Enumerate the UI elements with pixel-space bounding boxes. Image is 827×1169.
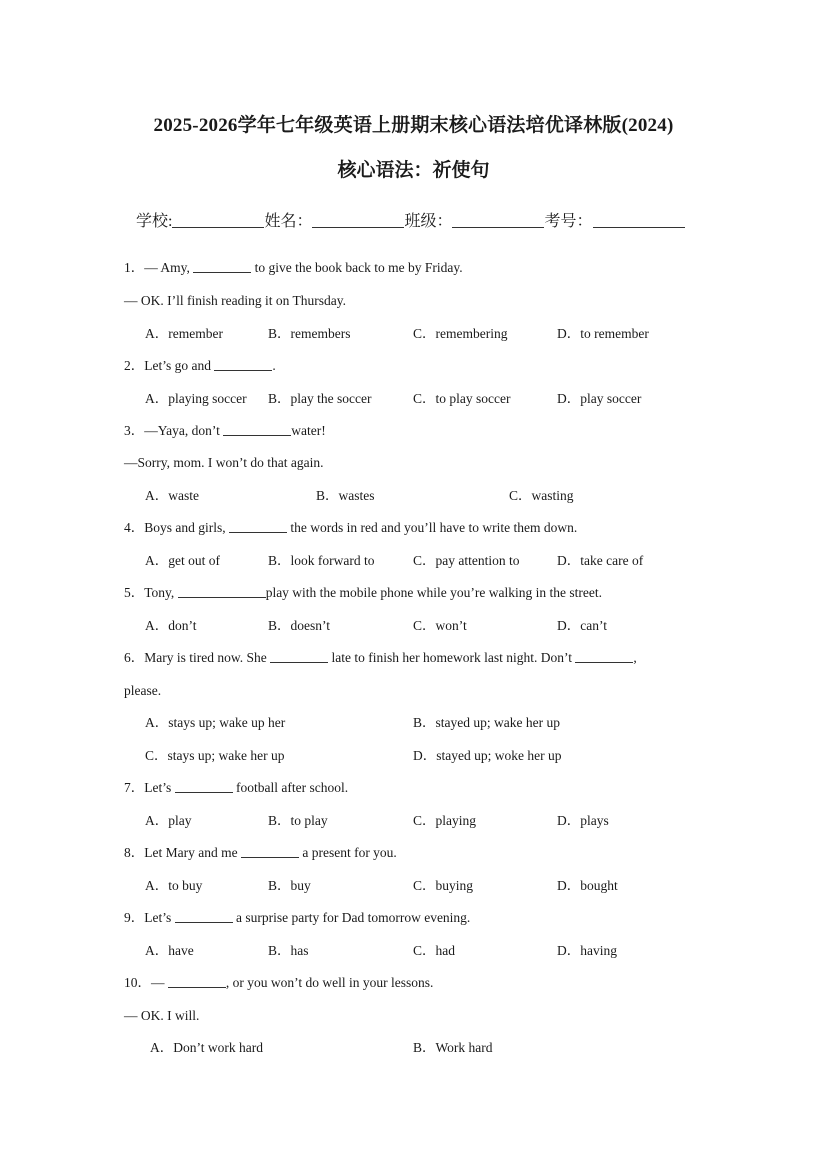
question-4-option-d[interactable]: D．take care of xyxy=(557,553,644,568)
question-6-option-a[interactable]: A．stays up; wake up her xyxy=(145,715,286,730)
question-6-stem-continued: please. xyxy=(124,683,162,698)
question-5-option-b[interactable]: B．doesn’t xyxy=(268,618,331,633)
question-4-option-a[interactable]: A．get out of xyxy=(145,553,220,568)
question-6-option-d[interactable]: D．stayed up; woke her up xyxy=(413,748,562,763)
question-1-option-d[interactable]: D．to remember xyxy=(557,326,649,341)
question-10-option-b[interactable]: B．Work hard xyxy=(413,1040,493,1055)
question-5-option-c[interactable]: C．won’t xyxy=(413,618,467,633)
answer-blank[interactable] xyxy=(175,780,233,793)
answer-blank[interactable] xyxy=(229,520,287,533)
question-5-option-a[interactable]: A．don’t xyxy=(145,618,197,633)
question-7-option-b[interactable]: B．to play xyxy=(268,813,328,828)
student-info-row xyxy=(136,208,685,231)
question-9-stem: 9．Let’s a surprise party for Dad tomorrow evening. xyxy=(124,910,471,925)
page-title: 2025-2026学年七年级英语上册期末核心语法培优译林版(2024) xyxy=(153,115,674,136)
question-10-option-a[interactable]: A．Don’t work hard xyxy=(150,1040,263,1055)
question-7-option-c[interactable]: C．playing xyxy=(413,813,476,828)
question-9-option-a[interactable]: A．have xyxy=(145,943,194,958)
question-3-option-b[interactable]: B．wastes xyxy=(316,488,375,503)
answer-blank[interactable] xyxy=(223,423,291,436)
question-8-option-b[interactable]: B．buy xyxy=(268,878,311,893)
question-3-stem: 3．—Yaya, don’t water! xyxy=(124,423,326,438)
question-3-option-c[interactable]: C．wasting xyxy=(509,488,574,503)
question-1-option-a[interactable]: A．remember xyxy=(145,326,223,341)
school-blank[interactable] xyxy=(172,211,264,228)
question-6-stem: 6．Mary is tired now. She late to finish her homework last night. Don’t , xyxy=(124,650,637,665)
question-4-stem: 4．Boys and girls, the words in red and you’ll have to write them down. xyxy=(124,520,578,535)
school-label: 学校: xyxy=(136,213,173,230)
question-8-stem: 8．Let Mary and me a present for you. xyxy=(124,845,397,860)
exam-no-label: 考号： xyxy=(544,213,593,230)
question-5-option-d[interactable]: D．can’t xyxy=(557,618,607,633)
question-1-stem: 1．— Amy, to give the book back to me by Friday. xyxy=(124,260,463,275)
question-2-option-c[interactable]: C．to play soccer xyxy=(413,391,511,406)
question-3-reply: —Sorry, mom. I won’t do that again. xyxy=(124,455,324,470)
page-subtitle: 核心语法：祈使句 xyxy=(337,160,490,181)
question-4-option-c[interactable]: C．pay attention to xyxy=(413,553,520,568)
question-9-option-c[interactable]: C．had xyxy=(413,943,455,958)
question-9-option-b[interactable]: B．has xyxy=(268,943,309,958)
question-2-option-d[interactable]: D．play soccer xyxy=(557,391,642,406)
question-7-option-d[interactable]: D．plays xyxy=(557,813,609,828)
answer-blank[interactable] xyxy=(270,650,328,663)
question-7-option-a[interactable]: A．play xyxy=(145,813,192,828)
question-7-stem: 7．Let’s football after school. xyxy=(124,780,349,795)
question-5-stem: 5．Tony, play with the mobile phone while you’re walking in the street. xyxy=(124,585,602,600)
question-3-option-a[interactable]: A．waste xyxy=(145,488,199,503)
question-8-option-a[interactable]: A．to buy xyxy=(145,878,203,893)
answer-blank[interactable] xyxy=(241,845,299,858)
answer-blank[interactable] xyxy=(214,358,272,371)
exam-no-blank[interactable] xyxy=(593,211,685,228)
name-blank[interactable] xyxy=(312,211,404,228)
question-10-reply: — OK. I will. xyxy=(124,1008,200,1023)
question-10-stem: 10．— , or you won’t do well in your lessons. xyxy=(124,975,434,990)
class-label: 班级： xyxy=(404,213,453,230)
answer-blank[interactable] xyxy=(193,260,251,273)
question-8-option-c[interactable]: C．buying xyxy=(413,878,474,893)
question-6-option-c[interactable]: C．stays up; wake her up xyxy=(145,748,285,763)
question-1-reply: — OK. I’ll finish reading it on Thursday. xyxy=(124,293,346,308)
question-6-option-b[interactable]: B．stayed up; wake her up xyxy=(413,715,560,730)
question-2-stem: 2．Let’s go and . xyxy=(124,358,276,373)
answer-blank[interactable] xyxy=(168,975,226,988)
answer-blank[interactable] xyxy=(178,585,266,598)
name-label: 姓名： xyxy=(264,213,313,230)
question-8-option-d[interactable]: D．bought xyxy=(557,878,618,893)
answer-blank[interactable] xyxy=(175,910,233,923)
class-blank[interactable] xyxy=(452,211,544,228)
question-4-option-b[interactable]: B．look forward to xyxy=(268,553,375,568)
answer-blank[interactable] xyxy=(575,650,633,663)
question-1-option-c[interactable]: C．remembering xyxy=(413,326,508,341)
question-9-option-d[interactable]: D．having xyxy=(557,943,617,958)
question-2-option-a[interactable]: A．playing soccer xyxy=(145,391,247,406)
question-2-option-b[interactable]: B．play the soccer xyxy=(268,391,372,406)
question-1-option-b[interactable]: B．remembers xyxy=(268,326,351,341)
